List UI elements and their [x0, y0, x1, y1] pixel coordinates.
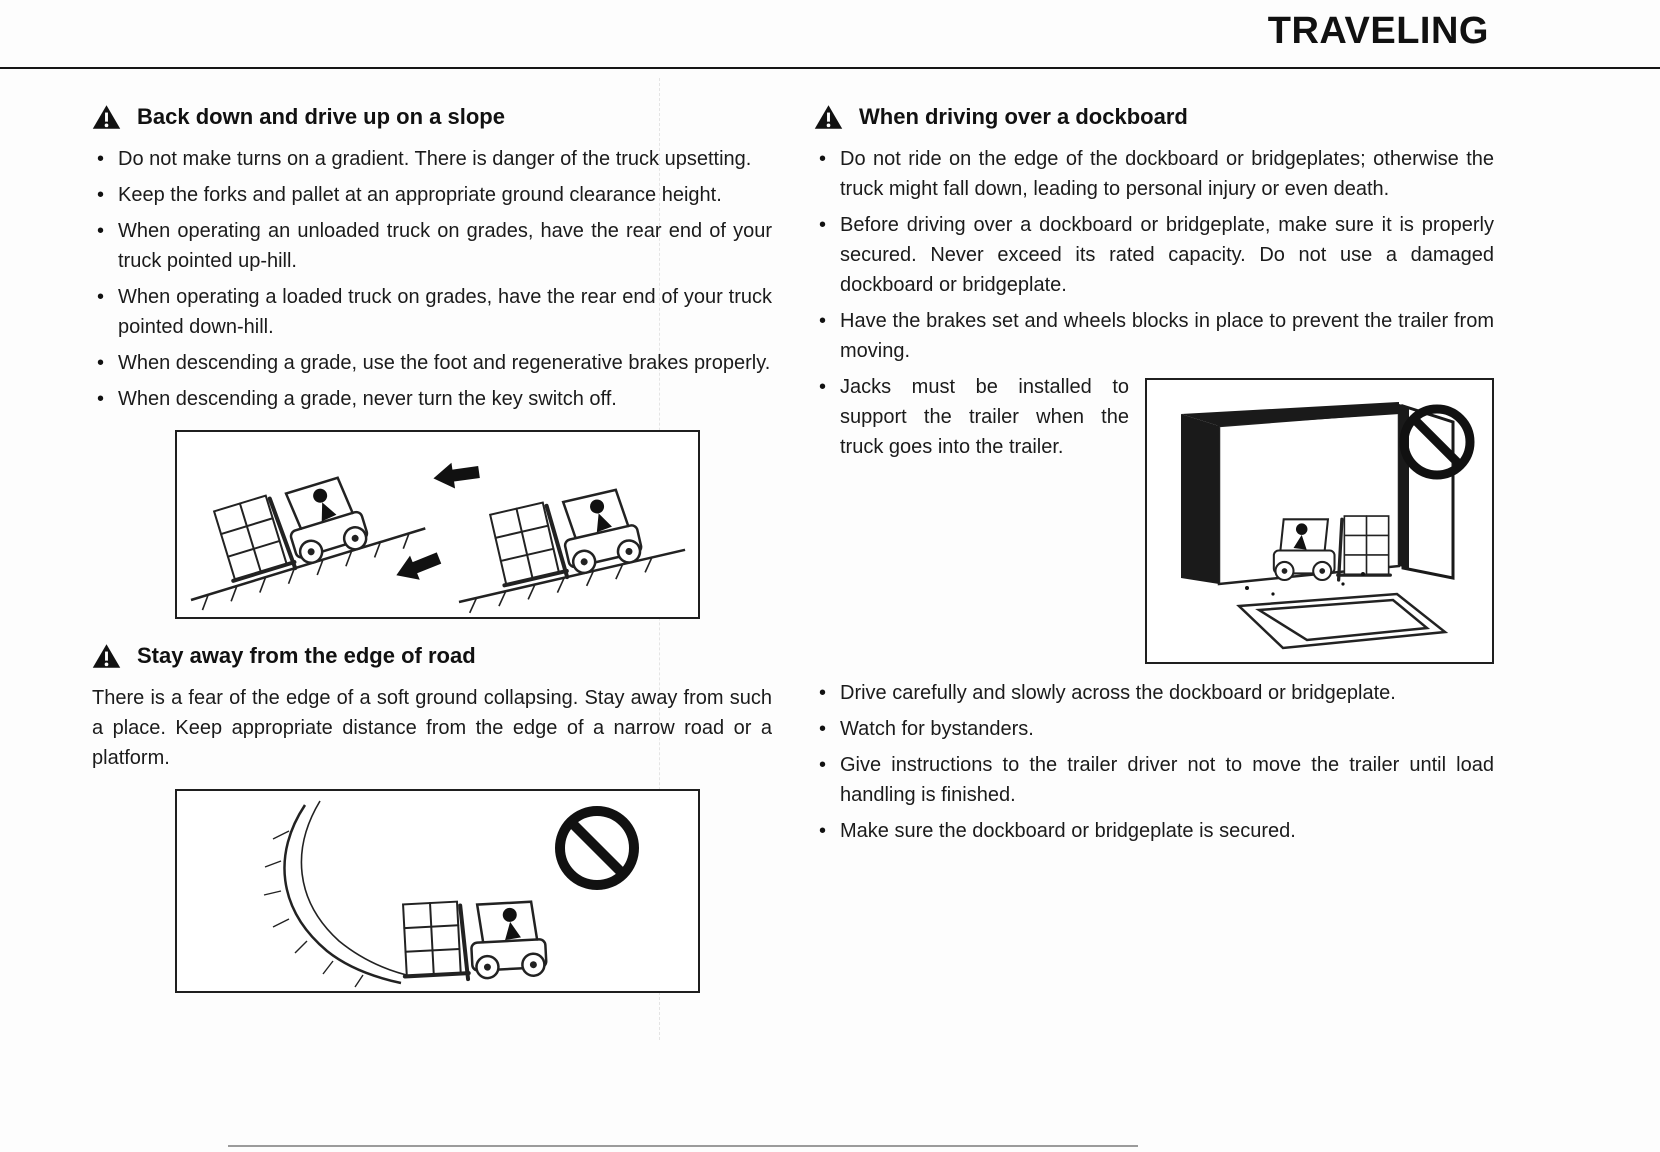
bullet-item: • Do not make turns on a gradient. There is danger of the truck upsetting. [90, 144, 772, 174]
bullet-item: • Make sure the dockboard or bridgeplate is secured. [812, 816, 1494, 846]
bullet-item: • Drive carefully and slowly across the dockboard or bridgeplate. [812, 678, 1494, 708]
bullet-item: • Watch for bystanders. [812, 714, 1494, 744]
warning-icon [814, 104, 843, 130]
page-title: TRAVELING [1267, 10, 1489, 52]
slope-scene-right [441, 474, 688, 615]
bullet-item: • When operating a loaded truck on grades, have the rear end of your truck pointed down-hill. [90, 282, 772, 342]
direction-arrow-icon [391, 546, 443, 587]
section-heading-text: When driving over a dockboard [859, 104, 1188, 129]
dockboard-shape [1239, 594, 1445, 648]
right-column [812, 96, 1494, 852]
bullet-item: • Jacks must be installed to support the trailer when the truck goes into the trailer. [812, 372, 1494, 462]
header-divider [0, 67, 1660, 69]
slope-illustration [177, 432, 698, 617]
left-column [90, 96, 772, 993]
bullet-item: • Before driving over a dockboard or bridgeplate, make sure it is properly secured. Never exceed its rated capacity. Do not use a damaged dockboard or bridgeplate. [812, 210, 1494, 300]
warning-icon [92, 643, 121, 669]
direction-arrow-icon [432, 459, 481, 491]
bullet-list [812, 678, 1494, 846]
warning-icon [92, 104, 121, 130]
bullet-list [812, 144, 1494, 366]
scan-artifact [228, 1145, 1138, 1147]
bullet-item: • Have the brakes set and wheels blocks in place to prevent the trailer from moving. [812, 306, 1494, 366]
section-heading-text: Stay away from the edge of road [137, 643, 476, 668]
section-heading-text: Back down and drive up on a slope [137, 104, 505, 129]
bullet-item: • When descending a grade, never turn the key switch off. [90, 384, 772, 414]
bullet-item: • When descending a grade, use the foot and regenerative brakes properly. [90, 348, 772, 378]
prohibition-icon [560, 811, 634, 885]
bullet-item: • Do not ride on the edge of the dockboard or bridgeplates; otherwise the truck might fall down, leading to personal injury or even death. [812, 144, 1494, 204]
slope-figure [175, 430, 700, 619]
bullet-list [812, 372, 1494, 462]
section-heading-dockboard [814, 102, 1494, 132]
edge-of-road-figure [175, 789, 700, 993]
bullet-item: • Keep the forks and pallet at an appropriate ground clearance height. [90, 180, 772, 210]
bullet-item: • When operating an unloaded truck on grades, have the rear end of your truck pointed up-hill. [90, 216, 772, 276]
slope-scene-left [177, 454, 429, 613]
section-heading-slope [92, 102, 772, 132]
edge-warning-text: There is a fear of the edge of a soft ground collapsing. Stay away from such a place. Keep appropriate distance from the edge of a narrow road or a platform. [92, 687, 772, 769]
section-heading-edge [92, 641, 772, 671]
edge-of-road-illustration [177, 791, 698, 991]
bullet-item: • Give instructions to the trailer driver not to move the trailer until load handling is finished. [812, 750, 1494, 810]
bullet-list [90, 144, 772, 414]
